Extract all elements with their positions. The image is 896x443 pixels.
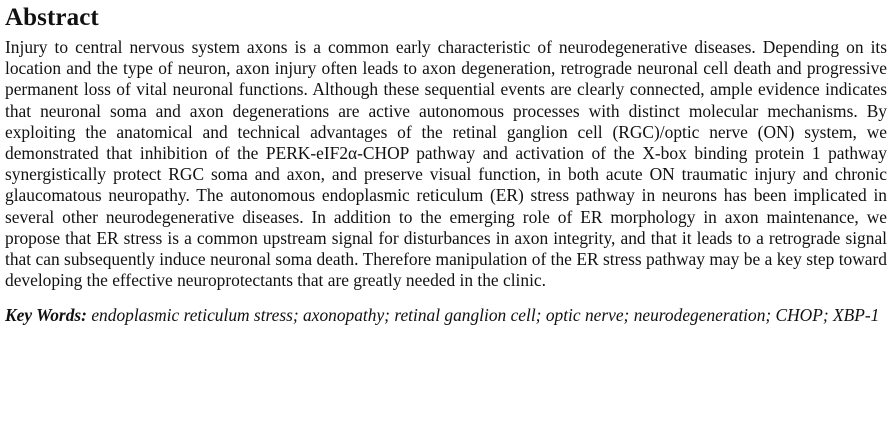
keywords-line bbox=[5, 305, 887, 326]
abstract-heading: Abstract bbox=[5, 4, 99, 31]
keywords-text: endoplasmic reticulum stress; axonopathy; retinal ganglion cell; optic nerve; neurodegeneration; CHOP; XBP-1 bbox=[91, 305, 880, 326]
abstract-section bbox=[5, 3, 887, 327]
abstract-body: Injury to central nervous system axons is a common early characteristic of neurodegenerative diseases. Depending on its location and the type of neuron, axon injury often leads to axon degeneration, retrograde neuronal cell death and progressive permanent loss of vital neuronal functions. Although these sequential events are clearly connected, ample evidence indicates that neuronal soma and axon degenerations are active autonomous processes with distinct molecular mechanisms. By exploiting the anatomical and technical advantages of the retinal ganglion cell (RGC)/optic nerve (ON) system, we demonstrated that inhibition of the PERK-eIF2α-CHOP pathway and activation of the X-box binding protein 1 pathway synergistically protect RGC soma and axon, and preserve visual function, in both acute ON traumatic injury and chronic glaucomatous neuropathy. The autonomous endoplasmic reticulum (ER) stress pathway in neurons has been implicated in several other neurodegenerative diseases. In addition to the emerging role of ER morphology in axon maintenance, we propose that ER stress is a common upstream signal for disturbances in axon integrity, and that it leads to a retrograde signal that can subsequently induce neuronal soma death. Therefore manipulation of the ER stress pathway may be a key step toward developing the effective neuroprotectants that are greatly needed in the clinic. bbox=[5, 37, 887, 291]
keywords-label: Key Words: bbox=[5, 305, 87, 326]
